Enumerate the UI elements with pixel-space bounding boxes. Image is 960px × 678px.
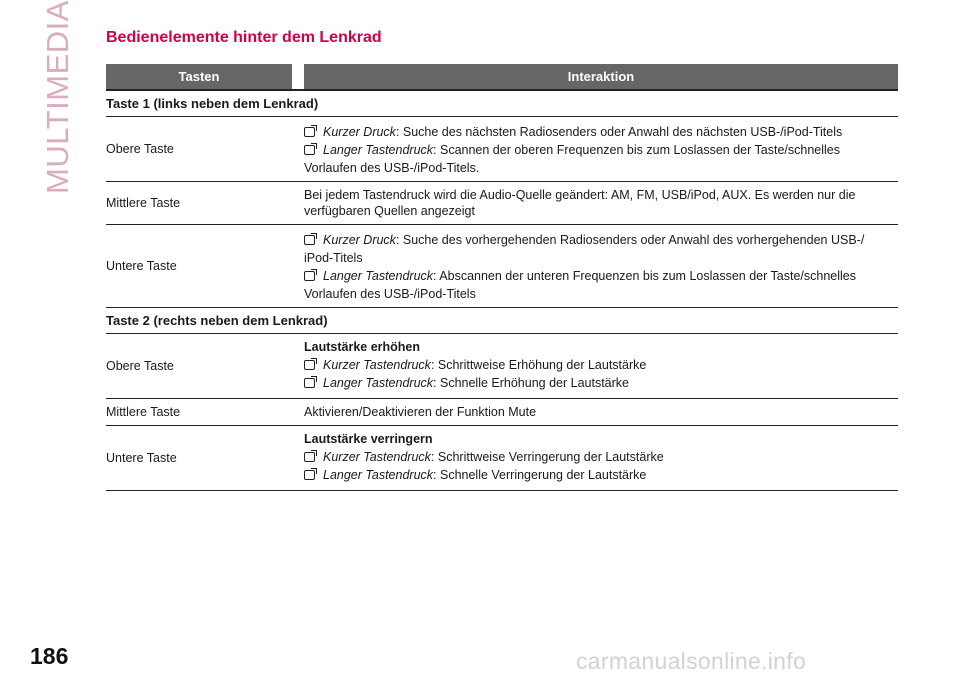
row-key: Untere Taste xyxy=(106,451,177,465)
page-number: 186 xyxy=(30,643,69,669)
side-section-label xyxy=(28,0,88,194)
table-row xyxy=(106,426,898,491)
section-title: Bedienelemente hinter dem Lenkrad xyxy=(106,29,382,46)
row-key: Mittlere Taste xyxy=(106,196,181,210)
checkbox-bullet-icon xyxy=(304,378,315,388)
header-interaktion: Interaktion xyxy=(304,64,898,89)
row-subtitle: Lautstärke erhöhen xyxy=(304,340,421,354)
checkbox-bullet-icon xyxy=(304,145,315,155)
bullet-item: Kurzer Druck: Suche des nächsten Radiosenders oder Anwahl des nächsten USB-/iPod-Titels xyxy=(304,124,898,140)
row-key: Mittlere Taste xyxy=(106,405,181,419)
bullet-item: Kurzer Tastendruck: Schrittweise Erhöhung der Lautstärke xyxy=(304,357,898,373)
side-section-label-text: MULTIMEDIA xyxy=(40,0,76,194)
row-key: Untere Taste xyxy=(106,259,177,273)
row-key: Obere Taste xyxy=(106,359,174,373)
row-subtitle: Lautstärke verringern xyxy=(304,432,433,446)
row-interaction xyxy=(292,426,898,490)
row-key: Obere Taste xyxy=(106,142,174,156)
table-row xyxy=(106,182,898,225)
bullet-item: Kurzer Tastendruck: Schrittweise Verringerung der Lautstärke xyxy=(304,449,898,465)
row-interaction xyxy=(292,117,898,181)
checkbox-bullet-icon xyxy=(304,360,315,370)
row-interaction: Bei jedem Tastendruck wird die Audio-Quelle geändert: AM, FM, USB/iPod, AUX. Es werden nur die verfügbaren Quellen angezeigt xyxy=(304,188,856,218)
group-title-taste-2: Taste 2 (rechts neben dem Lenkrad) xyxy=(106,308,898,334)
table-row xyxy=(106,334,898,399)
bullet-item: Langer Tastendruck: Schnelle Verringerung der Lautstärke xyxy=(304,467,898,483)
table-row xyxy=(106,225,898,308)
group-title-taste-1: Taste 1 (links neben dem Lenkrad) xyxy=(106,91,898,117)
watermark: carmanualsonline.info xyxy=(576,648,807,674)
bullet-item: Kurzer Druck: Suche des vorhergehenden Radiosenders oder Anwahl des vorhergehenden USB-/ xyxy=(304,232,898,248)
checkbox-bullet-icon xyxy=(304,235,315,245)
checkbox-bullet-icon xyxy=(304,470,315,480)
bullet-continuation: iPod-Titels xyxy=(304,251,363,265)
table-row xyxy=(106,399,898,426)
bullet-item: Langer Tastendruck: Abscannen der unteren Frequenzen bis zum Loslassen der Taste/schnelles xyxy=(304,268,898,284)
controls-table xyxy=(106,64,898,491)
bullet-item: Langer Tastendruck: Scannen der oberen Frequenzen bis zum Loslassen der Taste/schnelles xyxy=(304,142,898,158)
row-interaction xyxy=(292,334,898,398)
bullet-item: Langer Tastendruck: Schnelle Erhöhung der Lautstärke xyxy=(304,375,898,391)
bullet-continuation: Vorlaufen des USB-/iPod-Titels xyxy=(304,287,476,301)
checkbox-bullet-icon xyxy=(304,452,315,462)
checkbox-bullet-icon xyxy=(304,271,315,281)
row-interaction: Aktivieren/Deaktivieren der Funktion Mute xyxy=(304,405,537,419)
bullet-continuation: Vorlaufen des USB-/iPod-Titels. xyxy=(304,161,480,175)
table-header xyxy=(106,64,898,91)
checkbox-bullet-icon xyxy=(304,127,315,137)
header-tasten: Tasten xyxy=(106,64,292,89)
row-interaction xyxy=(292,225,898,307)
table-row xyxy=(106,117,898,182)
